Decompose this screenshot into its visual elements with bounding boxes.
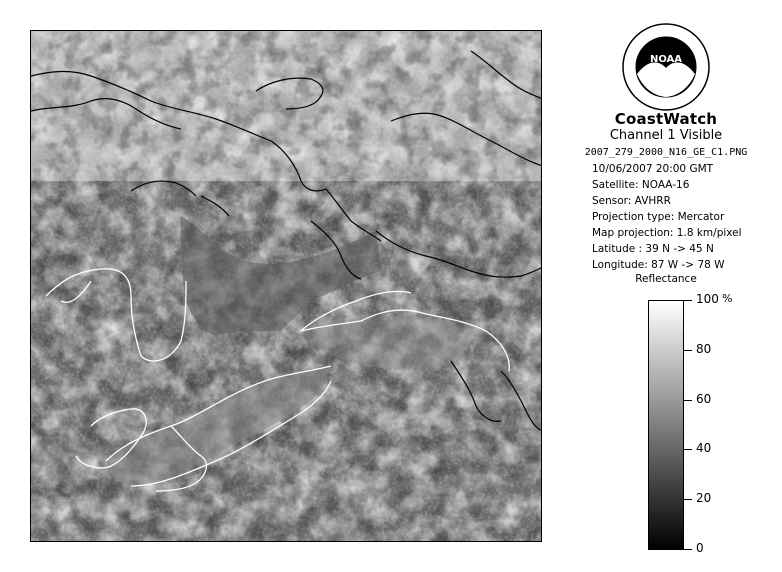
metadata-line: Longitude: 87 W -> 78 W [592, 259, 725, 271]
metadata-line: Map projection: 1.8 km/pixel [592, 227, 742, 239]
colorbar-tick-mark [684, 449, 692, 450]
colorbar-tick-label: 100 [696, 292, 719, 306]
metadata-line: Projection type: Mercator [592, 211, 725, 223]
colorbar-tick-label: 60 [696, 391, 712, 406]
colorbar-tick-mark [684, 400, 692, 401]
metadata-line: Latitude : 39 N -> 45 N [592, 243, 714, 255]
channel-label: Channel 1 Visible [609, 128, 723, 143]
colorbar-title: Reflectance [635, 273, 697, 285]
datetime-text: 10/06/2007 20:00 GMT [592, 163, 714, 175]
colorbar-tick-mark [684, 549, 692, 550]
satellite-image [30, 30, 542, 542]
noaa-logo-text: NOAA [649, 54, 683, 65]
colorbar-tick-label: 40 [696, 441, 712, 456]
colorbar-tick-label: 0 [696, 541, 704, 555]
colorbar-tick-label: 20 [696, 491, 712, 506]
colorbar-tick-mark [684, 300, 692, 301]
colorbar-unit: % [722, 292, 733, 305]
colorbar-tick-label: 80 [696, 341, 712, 356]
metadata-line: Satellite: NOAA-16 [592, 179, 690, 191]
satellite-map [31, 31, 542, 542]
metadata-line: Sensor: AVHRR [592, 195, 671, 207]
colorbar-tick-mark [684, 499, 692, 500]
brand-title: CoastWatch [614, 110, 718, 128]
noaa-emblem-icon [621, 22, 711, 112]
noaa-logo [621, 22, 711, 112]
colorbar [648, 300, 684, 550]
file-name: 2007_279_2000_N16_GE_C1.PNG [584, 147, 748, 158]
colorbar-tick-mark [684, 350, 692, 351]
